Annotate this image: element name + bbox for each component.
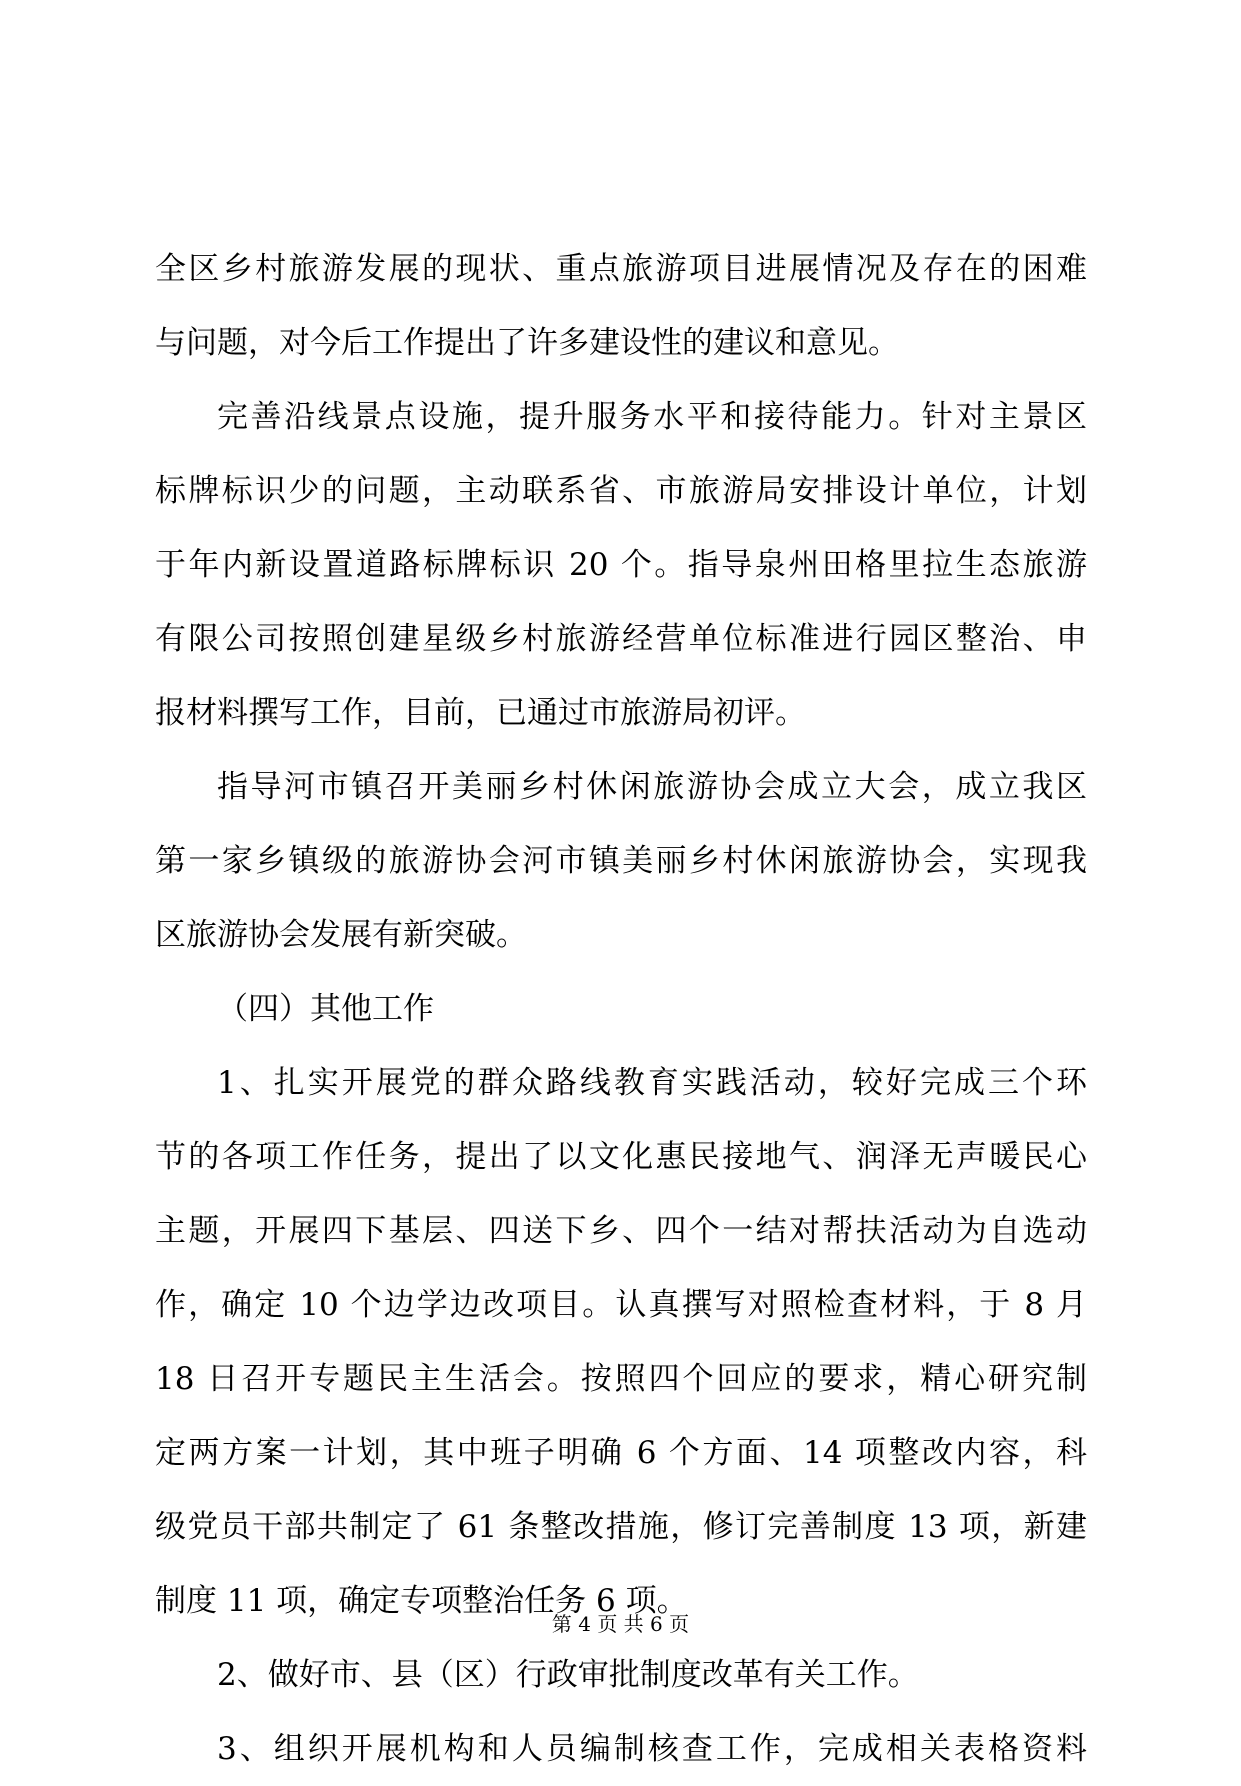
text-line: 全区乡村旅游发展的现状、重点旅游项目进展情况及存在的困难 <box>155 251 1087 287</box>
text-line: 作，确定 10 个边学边改项目。认真撰写对照检查材料，于 8 月 <box>155 1287 1087 1323</box>
text-line: 主题，开展四下基层、四送下乡、四个一结对帮扶活动为自选动 <box>155 1213 1087 1249</box>
text-line: 标牌标识少的问题，主动联系省、市旅游局安排设计单位，计划 <box>155 473 1087 509</box>
text-line: 级党员干部共制定了 61 条整改措施，修订完善制度 13 项，新建 <box>155 1509 1087 1545</box>
text-line: 有限公司按照创建星级乡村旅游经营单位标准进行园区整治、申 <box>155 621 1087 657</box>
text-line: 于年内新设置道路标牌标识 20 个。指导泉州田格里拉生态旅游 <box>155 547 1087 583</box>
paragraph-start-line: 1、扎实开展党的群众路线教育实践活动，较好完成三个环 <box>217 1065 1087 1101</box>
section-heading: （四）其他工作 <box>217 991 434 1027</box>
document-body <box>155 232 1087 1786</box>
paragraph-start-line: 3、组织开展机构和人员编制核查工作，完成相关表格资料 <box>217 1731 1087 1767</box>
text-line: 节的各项工作任务，提出了以文化惠民接地气、润泽无声暖民心 <box>155 1139 1087 1175</box>
paragraph-start-line: 2、做好市、县（区）行政审批制度改革有关工作。 <box>217 1657 919 1693</box>
paragraph-start-line: 完善沿线景点设施，提升服务水平和接待能力。针对主景区 <box>217 399 1087 435</box>
text-line: 区旅游协会发展有新突破。 <box>155 917 527 953</box>
page-number-footer: 第 4 页 共 6 页 <box>551 1612 690 1636</box>
text-line: 定两方案一计划，其中班子明确 6 个方面、14 项整改内容，科 <box>155 1435 1087 1471</box>
text-line: 制度 11 项，确定专项整治任务 6 项。 <box>155 1583 688 1619</box>
text-line: 18 日召开专题民主生活会。按照四个回应的要求，精心研究制 <box>155 1361 1087 1397</box>
text-line: 第一家乡镇级的旅游协会河市镇美丽乡村休闲旅游协会，实现我 <box>155 843 1087 879</box>
text-line: 与问题，对今后工作提出了许多建设性的建议和意见。 <box>155 325 899 361</box>
paragraph-start-line: 指导河市镇召开美丽乡村休闲旅游协会成立大会，成立我区 <box>217 769 1087 805</box>
text-line: 报材料撰写工作，目前，已通过市旅游局初评。 <box>155 695 806 731</box>
